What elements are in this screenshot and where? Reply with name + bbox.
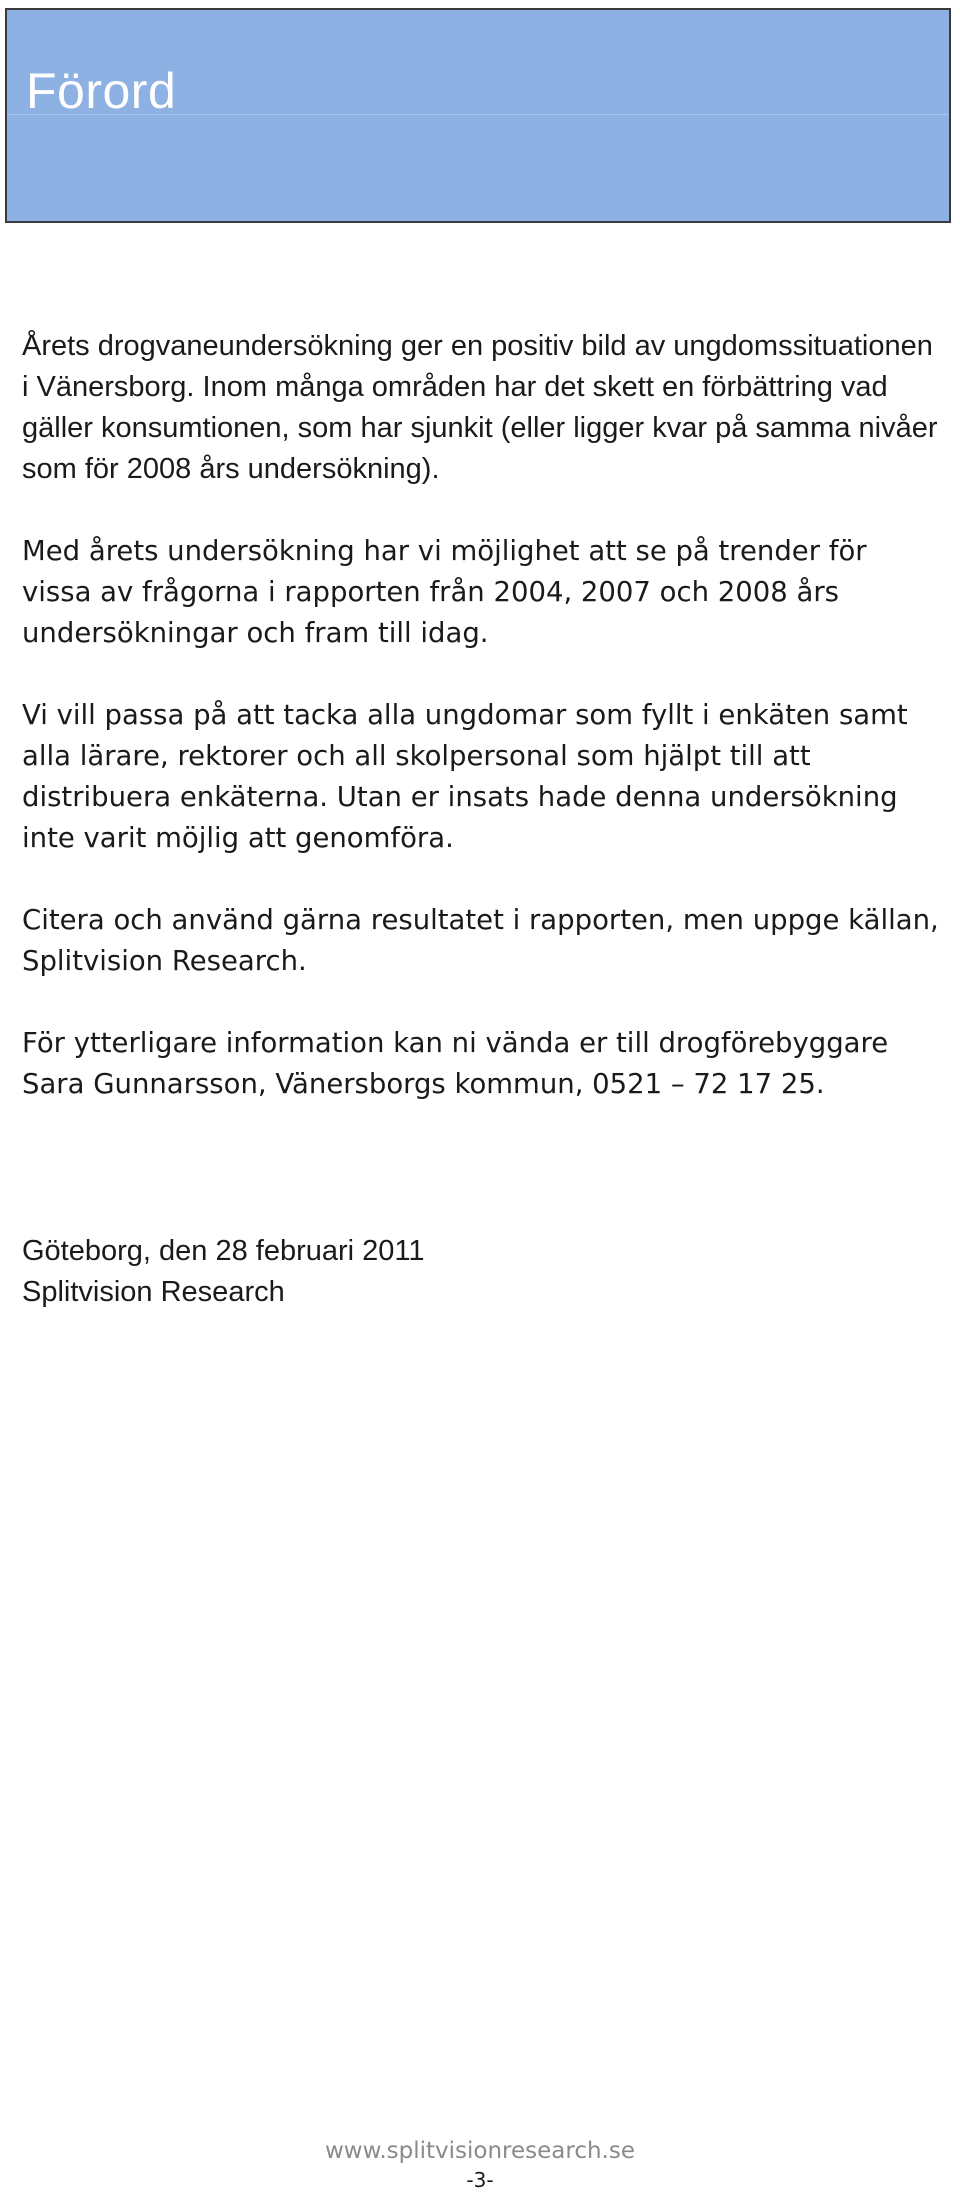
paragraph-trends: Med årets undersökning har vi möjlighet att se på trender för vissa av frågorna i rapporten från 2004, 2007 och 2008 års undersökningar och fram till idag.	[22, 535, 867, 649]
signoff-place-date: Göteborg, den 28 februari 2011	[22, 1235, 425, 1267]
paragraph-intro: Årets drogvaneundersökning ger en positiv bild av ungdomssituationen i Vänersborg. Inom många områden har det skett en förbättring vad gäller konsumtionen, som har sjunkit (eller ligger kvar på samma nivåer som för 2008 års undersökning).	[22, 330, 938, 485]
paragraph-contact: För ytterligare information kan ni vända er till drogförebyggare Sara Gunnarsson, Vänersborgs kommun, 0521 – 72 17 25.	[22, 1027, 889, 1100]
header-banner	[5, 8, 951, 223]
signoff	[22, 1231, 425, 1313]
footer-url-link[interactable]: www.splitvisionresearch.se	[325, 2138, 635, 2164]
page-number: -3-	[466, 2168, 494, 2192]
paragraph-citation: Citera och använd gärna resultatet i rapporten, men uppge källan, Splitvision Research.	[22, 904, 939, 977]
paragraph-thanks: Vi vill passa på att tacka alla ungdomar som fyllt i enkäten samt alla lärare, rektorer och all skolpersonal som hjälpt till att distribuera enkäterna. Utan er insats hade denna undersökning inte varit möjlig att genomföra.	[22, 699, 908, 854]
signoff-organization: Splitvision Research	[22, 1276, 285, 1308]
page-title: Förord	[26, 63, 177, 119]
main-content	[22, 326, 942, 1146]
